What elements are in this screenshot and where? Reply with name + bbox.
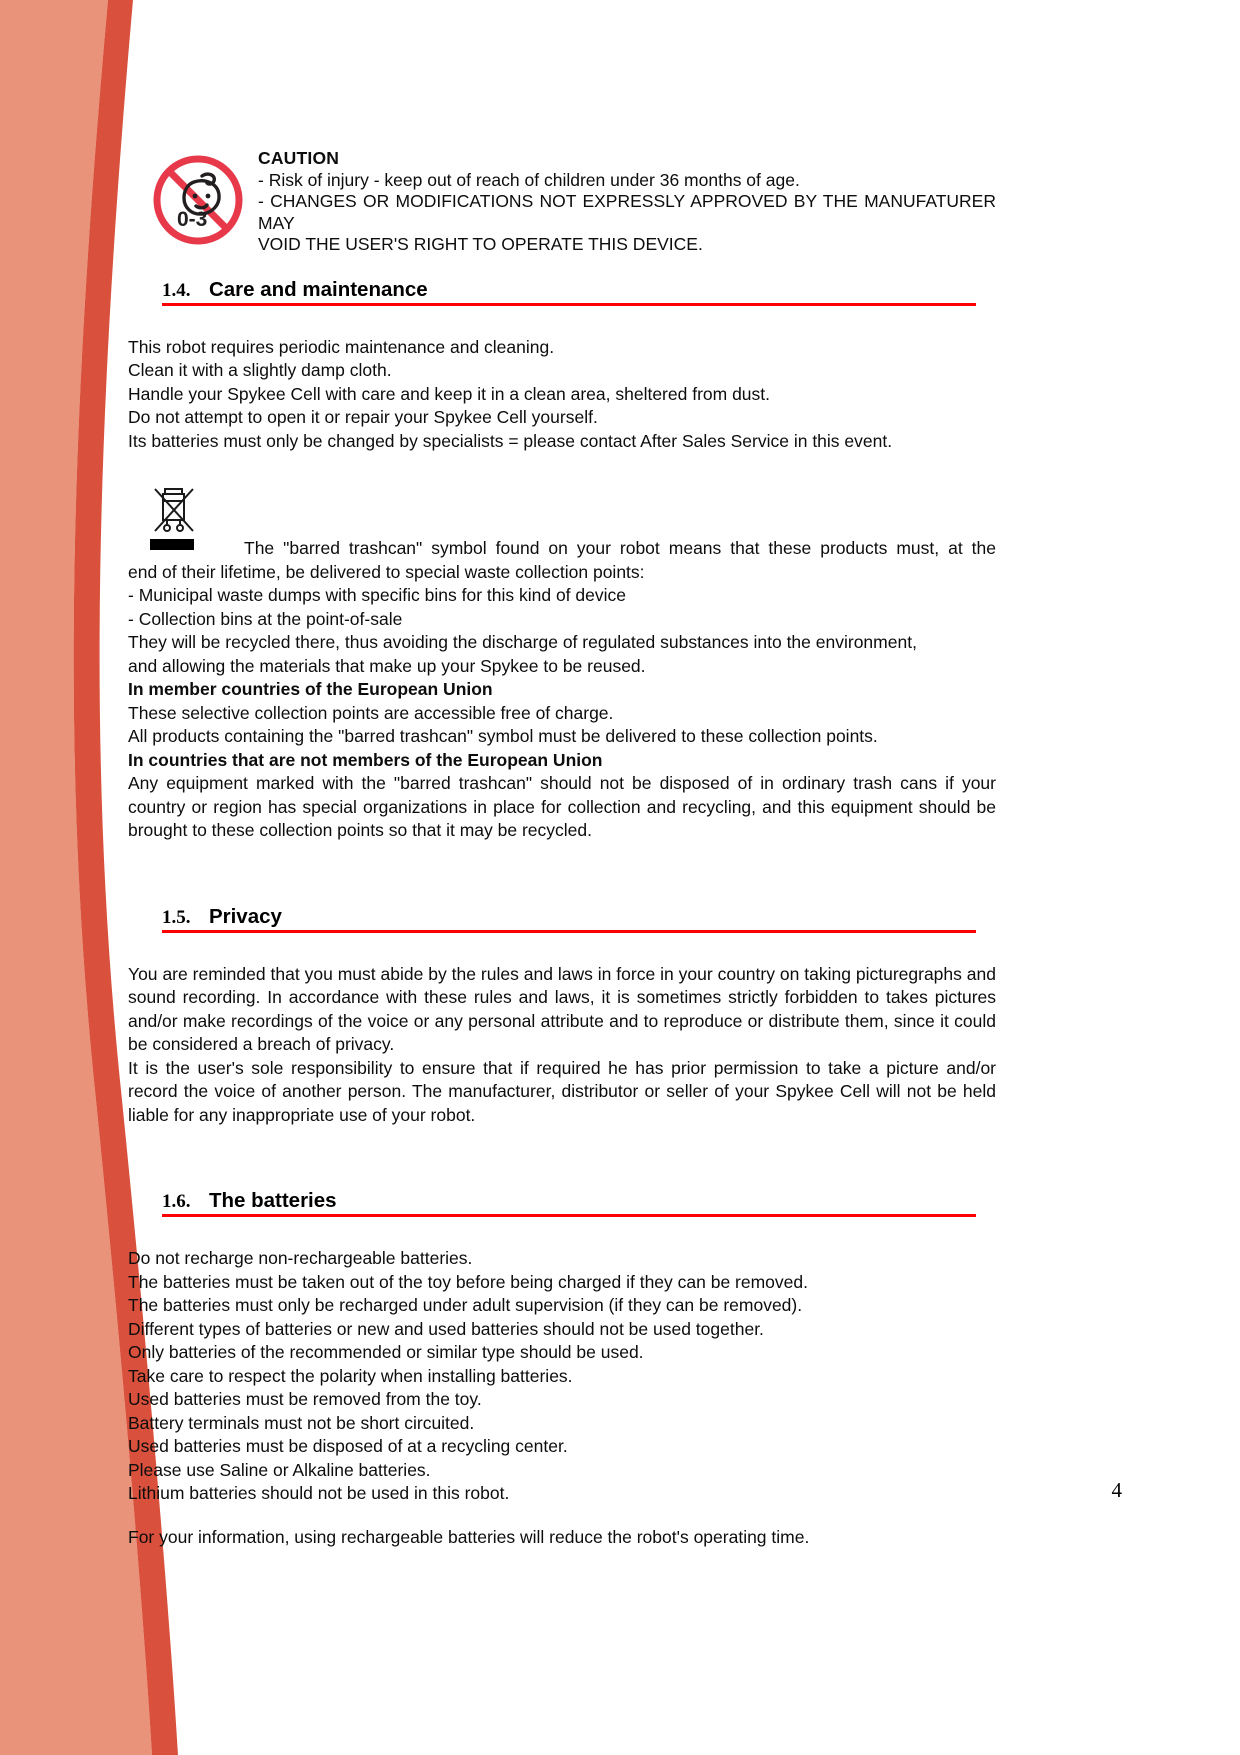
recycling-line: These selective collection points are accessible free of charge. — [128, 702, 614, 723]
batteries-line: The batteries must be taken out of the toy before being charged if they can be removed. — [128, 1271, 808, 1292]
svg-text:0-3: 0-3 — [177, 208, 208, 231]
care-line: Handle your Spykee Cell with care and keep it in a clean area, sheltered from dust. — [128, 383, 771, 404]
batteries-closing-line: For your information, using rechargeable batteries will reduce the robot's operating time. — [128, 1526, 810, 1547]
batteries-line: Different types of batteries or new and used batteries should not be used together. — [128, 1318, 764, 1339]
section-title: The batteries — [208, 1189, 337, 1212]
caution-title: CAUTION — [258, 148, 340, 168]
caution-line-2: - CHANGES OR MODIFICATIONS NOT EXPRESSLY APPROVED BY THE MANUFATURER MAY — [258, 191, 996, 233]
section-title: Privacy — [208, 904, 282, 928]
privacy-paragraph-2: It is the user's sole responsibility to ensure that if required he has prior permission to take a picture and/or record the voice of another person. The manufacturer, distributor or seller of your Spykee Cell will not be held liable for any inappropriate use of your robot. — [128, 1057, 996, 1125]
batteries-line: Used batteries must be removed from the toy. — [128, 1389, 482, 1409]
batteries-line: Lithium batteries should not be used in this robot. — [128, 1483, 510, 1503]
caution-block — [128, 148, 996, 256]
batteries-line: Only batteries of the recommended or similar type should be used. — [128, 1342, 644, 1362]
recycling-line: - Municipal waste dumps with specific bins for this kind of device — [128, 585, 626, 605]
recycling-block — [128, 481, 996, 843]
recycling-first-line: The "barred trashcan" symbol found on your robot means that these products must, at the — [244, 538, 996, 558]
batteries-body — [128, 1247, 996, 1506]
batteries-line: Used batteries must be disposed of at a recycling center. — [128, 1436, 568, 1456]
recycling-closing-paragraph: Any equipment marked with the "barred trashcan" should not be disposed of in ordinary trash cans if your country or region has special organizations in place for collection and recycling, and this equipment should be brought to these collection points so that it may be recycled. — [128, 773, 996, 840]
section-heading-1-6 — [162, 1189, 976, 1217]
care-line: Its batteries must only be changed by specialists = please contact After Sales Service in this event. — [128, 430, 893, 451]
recycling-line: - Collection bins at the point-of-sale — [128, 608, 403, 629]
recycling-line: and allowing the materials that make up your Spykee to be reused. — [128, 655, 646, 676]
document-content — [128, 0, 996, 1549]
section-care-and-maintenance — [128, 278, 996, 306]
no-children-under-3-icon — [150, 152, 246, 248]
section-heading-1-4 — [162, 278, 976, 306]
recycling-body — [128, 481, 996, 772]
care-body — [128, 336, 996, 454]
section-number: 1.6. — [162, 1191, 191, 1212]
recycling-subheading: In member countries of the European Union — [128, 679, 493, 699]
section-batteries — [128, 1189, 996, 1217]
recycling-line: end of their lifetime, be delivered to special waste collection points: — [128, 561, 645, 582]
page-number: 4 — [1111, 1478, 1122, 1502]
batteries-line: Please use Saline or Alkaline batteries. — [128, 1459, 431, 1480]
privacy-paragraph-1: You are reminded that you must abide by the rules and laws in force in your country on taking picturegraphs and sound recording. In accordance with these rules and laws, it is sometimes strictly forbidden to takes pictures and/or make recordings of the voice or any personal attribute and to reproduce or distribute them, since it could be considered a breach of privacy. — [128, 963, 996, 1054]
recycling-line: They will be recycled there, thus avoiding the discharge of regulated substances into the environment, — [128, 632, 917, 652]
care-line: Do not attempt to open it or repair your Spykee Cell yourself. — [128, 407, 598, 427]
batteries-line: Do not recharge non-rechargeable batteries. — [128, 1248, 473, 1268]
batteries-line: Battery terminals must not be short circuited. — [128, 1412, 475, 1433]
caution-line-3: VOID THE USER'S RIGHT TO OPERATE THIS DEVICE. — [258, 234, 703, 254]
section-privacy — [128, 905, 996, 933]
caution-line-1: - Risk of injury - keep out of reach of children under 36 months of age. — [258, 169, 800, 190]
caution-text — [258, 148, 996, 256]
batteries-line: The batteries must only be recharged under adult supervision (if they can be removed). — [128, 1295, 803, 1315]
care-line: This robot requires periodic maintenance and cleaning. — [128, 336, 555, 357]
section-heading-1-5 — [162, 905, 976, 933]
batteries-line: Take care to respect the polarity when installing batteries. — [128, 1365, 573, 1386]
care-line: Clean it with a slightly damp cloth. — [128, 360, 392, 380]
barred-trashcan-underbar — [150, 539, 194, 550]
section-number: 1.4. — [162, 279, 191, 301]
section-title: Care and maintenance — [208, 277, 428, 301]
section-number: 1.5. — [162, 906, 191, 928]
recycling-subheading: In countries that are not members of the European Union — [128, 749, 603, 770]
recycling-line: All products containing the "barred trashcan" symbol must be delivered to these collection points. — [128, 726, 878, 746]
barred-trashcan-icon — [150, 481, 198, 537]
